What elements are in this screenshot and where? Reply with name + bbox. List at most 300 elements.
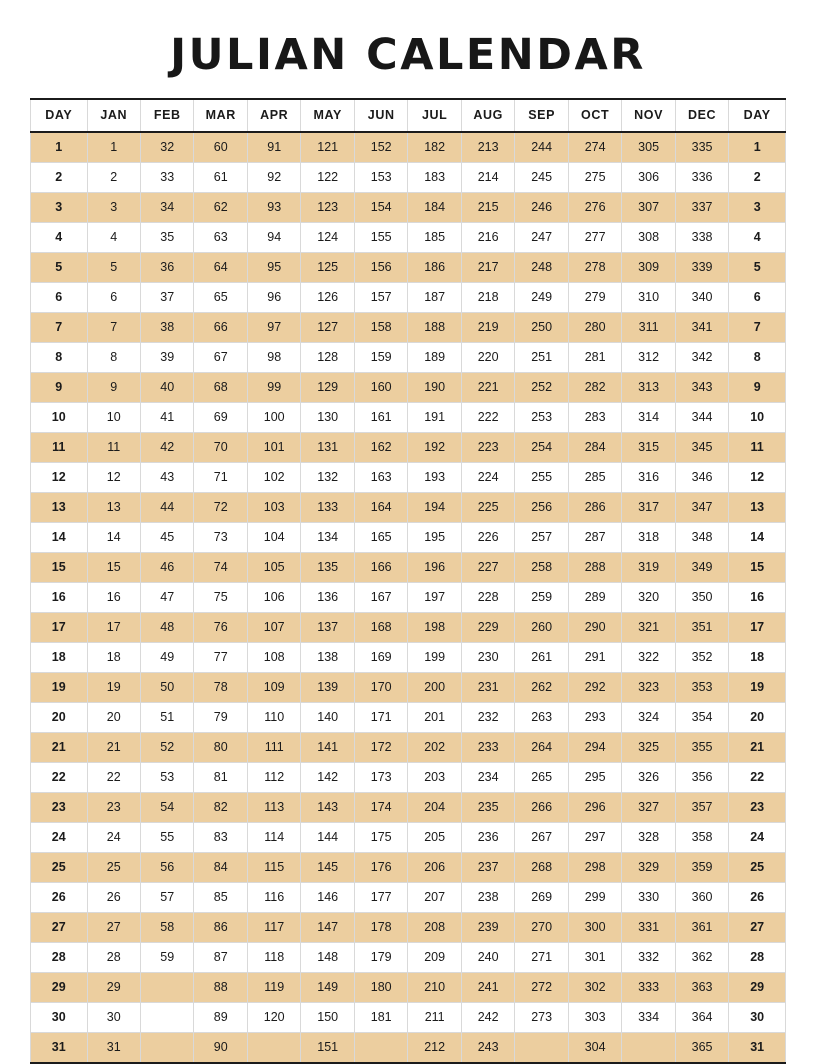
julian-day-cell: 112 xyxy=(247,763,300,793)
day-cell: 22 xyxy=(31,763,88,793)
julian-day-cell: 149 xyxy=(301,973,354,1003)
julian-day-cell: 146 xyxy=(301,883,354,913)
julian-day-cell: 79 xyxy=(194,703,247,733)
julian-day-cell: 275 xyxy=(568,163,621,193)
julian-day-cell: 131 xyxy=(301,433,354,463)
julian-day-cell: 104 xyxy=(247,523,300,553)
julian-day-cell: 96 xyxy=(247,283,300,313)
julian-day-cell: 253 xyxy=(515,403,568,433)
julian-day-cell: 105 xyxy=(247,553,300,583)
julian-day-cell: 232 xyxy=(461,703,514,733)
table-row xyxy=(31,793,786,823)
julian-day-cell: 286 xyxy=(568,493,621,523)
julian-day-cell: 302 xyxy=(568,973,621,1003)
day-cell: 23 xyxy=(729,793,786,823)
julian-day-cell: 62 xyxy=(194,193,247,223)
column-header-day: DAY xyxy=(31,99,88,132)
day-cell: 28 xyxy=(729,943,786,973)
day-cell: 22 xyxy=(729,763,786,793)
column-header-sep: SEP xyxy=(515,99,568,132)
julian-day-cell: 178 xyxy=(354,913,407,943)
julian-day-cell: 254 xyxy=(515,433,568,463)
julian-day-cell: 45 xyxy=(141,523,194,553)
table-row xyxy=(31,463,786,493)
julian-day-cell: 15 xyxy=(87,553,140,583)
julian-day-cell xyxy=(622,1033,675,1064)
julian-day-cell: 282 xyxy=(568,373,621,403)
julian-day-cell: 89 xyxy=(194,1003,247,1033)
julian-day-cell: 152 xyxy=(354,132,407,163)
julian-day-cell: 60 xyxy=(194,132,247,163)
julian-day-cell: 135 xyxy=(301,553,354,583)
column-header-apr: APR xyxy=(247,99,300,132)
julian-day-cell: 162 xyxy=(354,433,407,463)
day-cell: 13 xyxy=(31,493,88,523)
julian-day-cell: 154 xyxy=(354,193,407,223)
julian-day-cell: 325 xyxy=(622,733,675,763)
julian-day-cell: 321 xyxy=(622,613,675,643)
julian-day-cell: 145 xyxy=(301,853,354,883)
julian-day-cell: 342 xyxy=(675,343,728,373)
julian-day-cell: 209 xyxy=(408,943,461,973)
julian-day-cell: 220 xyxy=(461,343,514,373)
julian-day-cell: 76 xyxy=(194,613,247,643)
julian-day-cell: 310 xyxy=(622,283,675,313)
julian-day-cell: 203 xyxy=(408,763,461,793)
julian-day-cell: 261 xyxy=(515,643,568,673)
julian-day-cell: 1 xyxy=(87,132,140,163)
day-cell: 20 xyxy=(729,703,786,733)
julian-day-cell: 338 xyxy=(675,223,728,253)
julian-day-cell: 270 xyxy=(515,913,568,943)
julian-day-cell: 127 xyxy=(301,313,354,343)
day-cell: 18 xyxy=(31,643,88,673)
julian-day-cell: 317 xyxy=(622,493,675,523)
table-row xyxy=(31,763,786,793)
julian-day-cell: 311 xyxy=(622,313,675,343)
julian-day-cell: 354 xyxy=(675,703,728,733)
julian-day-cell: 329 xyxy=(622,853,675,883)
julian-day-cell: 50 xyxy=(141,673,194,703)
day-cell: 17 xyxy=(729,613,786,643)
day-cell: 29 xyxy=(729,973,786,1003)
julian-day-cell: 268 xyxy=(515,853,568,883)
julian-day-cell: 90 xyxy=(194,1033,247,1064)
julian-day-cell: 326 xyxy=(622,763,675,793)
julian-day-cell: 182 xyxy=(408,132,461,163)
julian-day-cell: 278 xyxy=(568,253,621,283)
table-row xyxy=(31,313,786,343)
table-header xyxy=(31,99,786,132)
julian-day-cell: 138 xyxy=(301,643,354,673)
julian-day-cell: 69 xyxy=(194,403,247,433)
julian-day-cell: 136 xyxy=(301,583,354,613)
column-header-dec: DEC xyxy=(675,99,728,132)
julian-day-cell: 313 xyxy=(622,373,675,403)
julian-day-cell: 323 xyxy=(622,673,675,703)
julian-day-cell: 345 xyxy=(675,433,728,463)
julian-day-cell: 260 xyxy=(515,613,568,643)
julian-day-cell: 363 xyxy=(675,973,728,1003)
julian-day-cell: 227 xyxy=(461,553,514,583)
julian-day-cell: 303 xyxy=(568,1003,621,1033)
julian-day-cell: 332 xyxy=(622,943,675,973)
day-cell: 1 xyxy=(729,132,786,163)
julian-day-cell: 65 xyxy=(194,283,247,313)
julian-day-cell: 314 xyxy=(622,403,675,433)
table-row xyxy=(31,673,786,703)
julian-day-cell: 248 xyxy=(515,253,568,283)
julian-day-cell: 159 xyxy=(354,343,407,373)
julian-day-cell: 290 xyxy=(568,613,621,643)
julian-day-cell: 239 xyxy=(461,913,514,943)
julian-calendar-table xyxy=(30,98,786,1064)
julian-day-cell: 84 xyxy=(194,853,247,883)
julian-day-cell: 355 xyxy=(675,733,728,763)
julian-day-cell: 274 xyxy=(568,132,621,163)
table-row xyxy=(31,523,786,553)
julian-day-cell: 140 xyxy=(301,703,354,733)
julian-day-cell: 95 xyxy=(247,253,300,283)
julian-day-cell: 177 xyxy=(354,883,407,913)
julian-day-cell: 155 xyxy=(354,223,407,253)
julian-day-cell: 218 xyxy=(461,283,514,313)
julian-day-cell: 43 xyxy=(141,463,194,493)
julian-day-cell: 319 xyxy=(622,553,675,583)
julian-day-cell: 242 xyxy=(461,1003,514,1033)
julian-day-cell: 194 xyxy=(408,493,461,523)
julian-day-cell: 223 xyxy=(461,433,514,463)
julian-day-cell: 172 xyxy=(354,733,407,763)
day-cell: 15 xyxy=(729,553,786,583)
julian-day-cell: 262 xyxy=(515,673,568,703)
day-cell: 8 xyxy=(31,343,88,373)
table-row xyxy=(31,883,786,913)
day-cell: 23 xyxy=(31,793,88,823)
julian-day-cell: 210 xyxy=(408,973,461,1003)
julian-day-cell: 22 xyxy=(87,763,140,793)
julian-day-cell: 156 xyxy=(354,253,407,283)
julian-day-cell: 233 xyxy=(461,733,514,763)
table-row xyxy=(31,643,786,673)
page-title: JULIAN CALENDAR xyxy=(170,30,646,80)
julian-day-cell: 157 xyxy=(354,283,407,313)
julian-day-cell: 291 xyxy=(568,643,621,673)
julian-day-cell: 37 xyxy=(141,283,194,313)
julian-day-cell: 74 xyxy=(194,553,247,583)
julian-day-cell: 195 xyxy=(408,523,461,553)
julian-day-cell: 217 xyxy=(461,253,514,283)
julian-day-cell: 101 xyxy=(247,433,300,463)
julian-day-cell: 35 xyxy=(141,223,194,253)
julian-day-cell: 14 xyxy=(87,523,140,553)
julian-day-cell: 343 xyxy=(675,373,728,403)
julian-day-cell: 6 xyxy=(87,283,140,313)
day-cell: 30 xyxy=(729,1003,786,1033)
day-cell: 29 xyxy=(31,973,88,1003)
julian-day-cell: 226 xyxy=(461,523,514,553)
julian-day-cell: 256 xyxy=(515,493,568,523)
julian-day-cell: 151 xyxy=(301,1033,354,1064)
julian-day-cell: 19 xyxy=(87,673,140,703)
julian-day-cell: 103 xyxy=(247,493,300,523)
julian-day-cell: 352 xyxy=(675,643,728,673)
julian-day-cell: 93 xyxy=(247,193,300,223)
julian-day-cell: 13 xyxy=(87,493,140,523)
julian-day-cell: 124 xyxy=(301,223,354,253)
julian-day-cell: 174 xyxy=(354,793,407,823)
julian-day-cell: 273 xyxy=(515,1003,568,1033)
julian-day-cell: 27 xyxy=(87,913,140,943)
julian-day-cell: 133 xyxy=(301,493,354,523)
julian-day-cell: 80 xyxy=(194,733,247,763)
julian-day-cell: 327 xyxy=(622,793,675,823)
julian-day-cell: 25 xyxy=(87,853,140,883)
julian-day-cell: 198 xyxy=(408,613,461,643)
julian-day-cell: 52 xyxy=(141,733,194,763)
table-row xyxy=(31,343,786,373)
julian-day-cell: 64 xyxy=(194,253,247,283)
julian-day-cell: 158 xyxy=(354,313,407,343)
julian-day-cell: 360 xyxy=(675,883,728,913)
julian-day-cell: 197 xyxy=(408,583,461,613)
julian-day-cell: 364 xyxy=(675,1003,728,1033)
day-cell: 19 xyxy=(729,673,786,703)
julian-day-cell: 205 xyxy=(408,823,461,853)
julian-day-cell: 201 xyxy=(408,703,461,733)
julian-day-cell: 237 xyxy=(461,853,514,883)
day-cell: 6 xyxy=(31,283,88,313)
julian-day-cell: 316 xyxy=(622,463,675,493)
julian-day-cell: 277 xyxy=(568,223,621,253)
julian-day-cell: 87 xyxy=(194,943,247,973)
column-header-jun: JUN xyxy=(354,99,407,132)
julian-day-cell: 305 xyxy=(622,132,675,163)
julian-day-cell: 86 xyxy=(194,913,247,943)
table-row xyxy=(31,163,786,193)
julian-day-cell: 8 xyxy=(87,343,140,373)
julian-day-cell: 10 xyxy=(87,403,140,433)
julian-day-cell: 170 xyxy=(354,673,407,703)
julian-day-cell: 234 xyxy=(461,763,514,793)
day-cell: 27 xyxy=(31,913,88,943)
julian-day-cell: 204 xyxy=(408,793,461,823)
julian-day-cell: 231 xyxy=(461,673,514,703)
julian-day-cell: 121 xyxy=(301,132,354,163)
julian-day-cell: 107 xyxy=(247,613,300,643)
table-row xyxy=(31,223,786,253)
day-cell: 5 xyxy=(729,253,786,283)
table-row xyxy=(31,853,786,883)
julian-day-cell: 30 xyxy=(87,1003,140,1033)
day-cell: 14 xyxy=(31,523,88,553)
julian-day-cell: 357 xyxy=(675,793,728,823)
julian-day-cell: 123 xyxy=(301,193,354,223)
julian-day-cell: 166 xyxy=(354,553,407,583)
julian-day-cell: 56 xyxy=(141,853,194,883)
julian-day-cell: 68 xyxy=(194,373,247,403)
julian-day-cell: 34 xyxy=(141,193,194,223)
julian-day-cell: 141 xyxy=(301,733,354,763)
julian-day-cell: 298 xyxy=(568,853,621,883)
julian-day-cell: 176 xyxy=(354,853,407,883)
julian-day-cell: 214 xyxy=(461,163,514,193)
julian-day-cell: 288 xyxy=(568,553,621,583)
table-row xyxy=(31,553,786,583)
day-cell: 21 xyxy=(31,733,88,763)
day-cell: 9 xyxy=(729,373,786,403)
julian-day-cell: 54 xyxy=(141,793,194,823)
julian-day-cell: 33 xyxy=(141,163,194,193)
day-cell: 24 xyxy=(31,823,88,853)
day-cell: 17 xyxy=(31,613,88,643)
day-cell: 10 xyxy=(729,403,786,433)
julian-day-cell xyxy=(247,1033,300,1064)
julian-day-cell: 110 xyxy=(247,703,300,733)
day-cell: 4 xyxy=(729,223,786,253)
table-row xyxy=(31,823,786,853)
julian-day-cell: 312 xyxy=(622,343,675,373)
julian-day-cell: 216 xyxy=(461,223,514,253)
julian-day-cell: 359 xyxy=(675,853,728,883)
julian-day-cell: 75 xyxy=(194,583,247,613)
julian-day-cell: 328 xyxy=(622,823,675,853)
day-cell: 11 xyxy=(31,433,88,463)
julian-day-cell: 219 xyxy=(461,313,514,343)
julian-day-cell: 106 xyxy=(247,583,300,613)
julian-day-cell: 347 xyxy=(675,493,728,523)
julian-day-cell: 306 xyxy=(622,163,675,193)
julian-day-cell: 213 xyxy=(461,132,514,163)
julian-day-cell: 165 xyxy=(354,523,407,553)
julian-day-cell: 199 xyxy=(408,643,461,673)
julian-day-cell: 81 xyxy=(194,763,247,793)
julian-day-cell: 192 xyxy=(408,433,461,463)
julian-day-cell: 92 xyxy=(247,163,300,193)
julian-day-cell: 120 xyxy=(247,1003,300,1033)
table-row xyxy=(31,733,786,763)
julian-day-cell: 344 xyxy=(675,403,728,433)
julian-day-cell: 330 xyxy=(622,883,675,913)
julian-day-cell: 113 xyxy=(247,793,300,823)
julian-day-cell: 20 xyxy=(87,703,140,733)
julian-day-cell: 144 xyxy=(301,823,354,853)
julian-day-cell: 191 xyxy=(408,403,461,433)
table-row xyxy=(31,403,786,433)
julian-day-cell: 337 xyxy=(675,193,728,223)
julian-day-cell: 173 xyxy=(354,763,407,793)
julian-day-cell: 241 xyxy=(461,973,514,1003)
julian-day-cell: 356 xyxy=(675,763,728,793)
column-header-feb: FEB xyxy=(141,99,194,132)
julian-day-cell: 238 xyxy=(461,883,514,913)
julian-day-cell: 73 xyxy=(194,523,247,553)
day-cell: 24 xyxy=(729,823,786,853)
julian-day-cell: 24 xyxy=(87,823,140,853)
julian-day-cell: 340 xyxy=(675,283,728,313)
julian-day-cell: 353 xyxy=(675,673,728,703)
julian-day-cell: 285 xyxy=(568,463,621,493)
julian-day-cell: 202 xyxy=(408,733,461,763)
julian-day-cell: 115 xyxy=(247,853,300,883)
julian-day-cell: 236 xyxy=(461,823,514,853)
julian-day-cell: 11 xyxy=(87,433,140,463)
julian-day-cell: 168 xyxy=(354,613,407,643)
day-cell: 19 xyxy=(31,673,88,703)
day-cell: 12 xyxy=(729,463,786,493)
julian-day-cell: 77 xyxy=(194,643,247,673)
julian-day-cell: 283 xyxy=(568,403,621,433)
julian-day-cell: 186 xyxy=(408,253,461,283)
day-cell: 25 xyxy=(729,853,786,883)
julian-day-cell xyxy=(141,973,194,1003)
julian-day-cell: 349 xyxy=(675,553,728,583)
julian-day-cell: 161 xyxy=(354,403,407,433)
julian-day-cell: 116 xyxy=(247,883,300,913)
day-cell: 30 xyxy=(31,1003,88,1033)
table-row xyxy=(31,1033,786,1064)
julian-day-cell: 122 xyxy=(301,163,354,193)
column-header-mar: MAR xyxy=(194,99,247,132)
day-cell: 25 xyxy=(31,853,88,883)
julian-day-cell: 185 xyxy=(408,223,461,253)
julian-day-cell: 258 xyxy=(515,553,568,583)
julian-day-cell: 264 xyxy=(515,733,568,763)
table-row xyxy=(31,283,786,313)
julian-day-cell: 281 xyxy=(568,343,621,373)
julian-day-cell: 295 xyxy=(568,763,621,793)
julian-day-cell: 250 xyxy=(515,313,568,343)
table-row xyxy=(31,583,786,613)
julian-day-cell: 184 xyxy=(408,193,461,223)
julian-day-cell: 31 xyxy=(87,1033,140,1064)
julian-day-cell: 346 xyxy=(675,463,728,493)
day-cell: 4 xyxy=(31,223,88,253)
julian-day-cell: 271 xyxy=(515,943,568,973)
julian-day-cell: 59 xyxy=(141,943,194,973)
julian-day-cell: 169 xyxy=(354,643,407,673)
table-row xyxy=(31,433,786,463)
julian-day-cell: 215 xyxy=(461,193,514,223)
julian-day-cell: 193 xyxy=(408,463,461,493)
table-row xyxy=(31,703,786,733)
day-cell: 15 xyxy=(31,553,88,583)
julian-day-cell: 137 xyxy=(301,613,354,643)
julian-day-cell: 299 xyxy=(568,883,621,913)
julian-day-cell: 18 xyxy=(87,643,140,673)
julian-day-cell: 134 xyxy=(301,523,354,553)
julian-day-cell: 97 xyxy=(247,313,300,343)
julian-day-cell: 46 xyxy=(141,553,194,583)
julian-day-cell: 267 xyxy=(515,823,568,853)
table-row xyxy=(31,493,786,523)
column-header-jul: JUL xyxy=(408,99,461,132)
julian-day-cell: 211 xyxy=(408,1003,461,1033)
julian-day-cell: 350 xyxy=(675,583,728,613)
day-cell: 7 xyxy=(31,313,88,343)
julian-day-cell: 9 xyxy=(87,373,140,403)
julian-day-cell: 61 xyxy=(194,163,247,193)
julian-day-cell: 114 xyxy=(247,823,300,853)
julian-day-cell: 57 xyxy=(141,883,194,913)
column-header-day-right: DAY xyxy=(729,99,786,132)
julian-day-cell: 41 xyxy=(141,403,194,433)
julian-day-cell: 341 xyxy=(675,313,728,343)
julian-day-cell: 180 xyxy=(354,973,407,1003)
day-cell: 13 xyxy=(729,493,786,523)
julian-day-cell: 229 xyxy=(461,613,514,643)
julian-day-cell: 70 xyxy=(194,433,247,463)
